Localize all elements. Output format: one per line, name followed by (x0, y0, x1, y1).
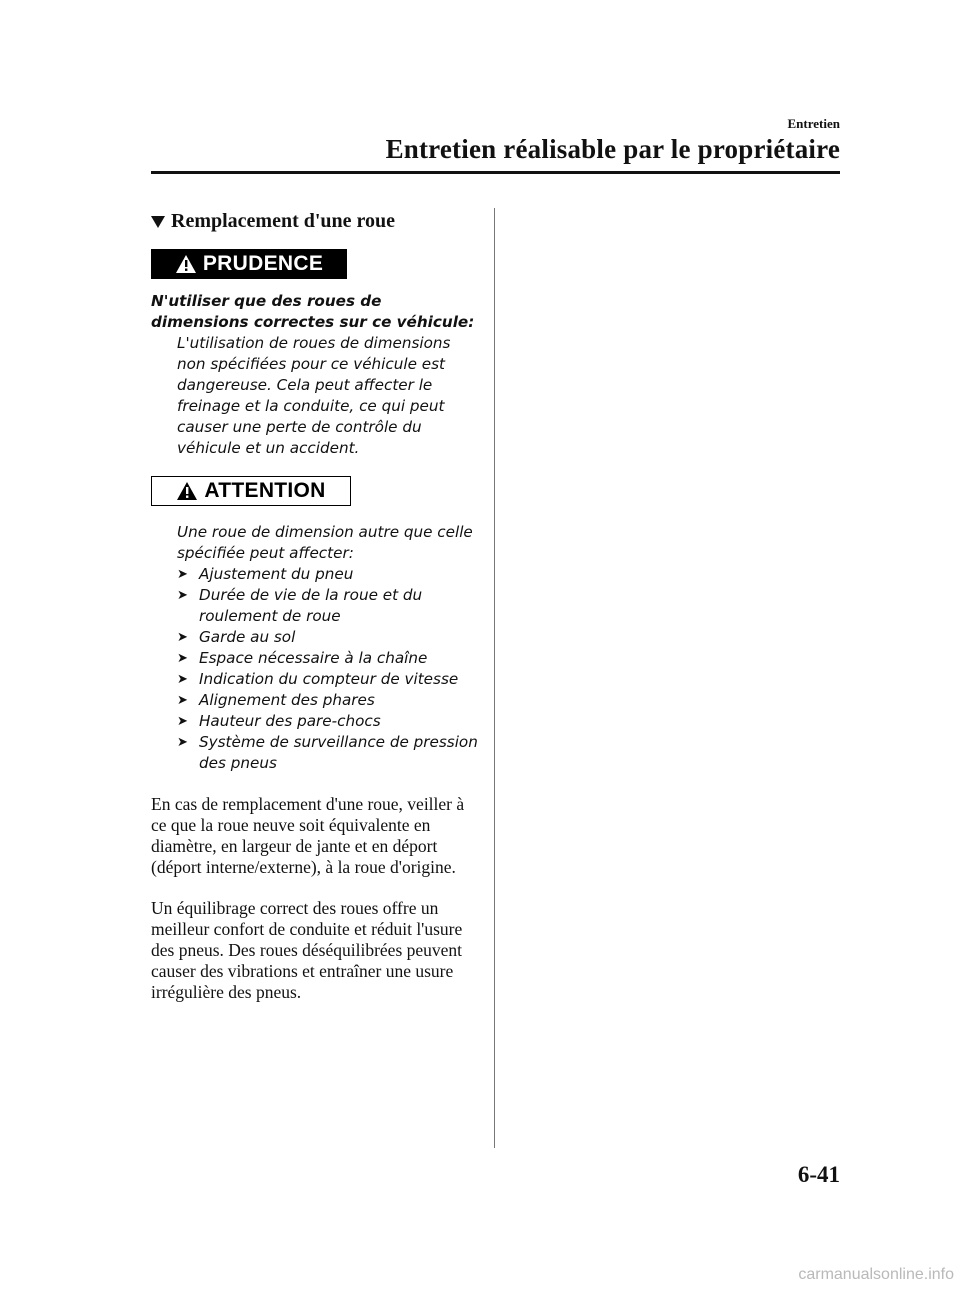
arrowhead-icon: ➤ (177, 672, 188, 687)
warning-triangle-icon (175, 254, 197, 274)
page-number: 6-41 (797, 1162, 840, 1187)
prudence-body: L'utilisation de roues de dimensions non spécifiées pour ce véhicule est dangereuse. Cela peut affecter le freinage et la conduite, ce qui peut causer une perte de contrôle du véhicule et un accident. (177, 334, 451, 457)
list-item: ➤ Garde au sol (177, 628, 296, 646)
prudence-banner (151, 249, 347, 279)
arrowhead-icon: ➤ (177, 714, 188, 729)
list-item: ➤ Espace nécessaire à la chaîne (177, 649, 428, 667)
list-item: ➤ Indication du compteur de vitesse (177, 670, 459, 688)
warning-triangle-icon (176, 481, 198, 501)
column-divider (494, 208, 495, 1148)
attention-banner (151, 476, 351, 506)
chapter-label: Entretien (787, 116, 840, 131)
attention-intro: Une roue de dimension autre que celle spécifiée peut affecter: (177, 523, 473, 562)
arrowhead-icon: ➤ (177, 735, 188, 750)
page-title: Entretien réalisable par le propriétaire (385, 134, 840, 164)
body-paragraph: En cas de remplacement d'une roue, veiller à ce que la roue neuve soit équivalente en diamètre, en largeur de jante et en déport (déport interne/externe), à la roue d'origine. (151, 794, 465, 877)
prudence-lead: N'utiliser que des roues de dimensions correctes sur ce véhicule: (151, 292, 475, 331)
arrowhead-icon: ➤ (177, 693, 188, 708)
list-item: ➤ Ajustement du pneu (177, 565, 354, 583)
arrowhead-icon: ➤ (177, 630, 188, 645)
attention-list (177, 564, 481, 774)
attention-label: ATTENTION (204, 479, 326, 502)
arrowhead-icon: ➤ (177, 588, 188, 603)
list-item: ➤ Durée de vie de la roue et du roulement de roue (177, 586, 423, 625)
header-rule (151, 171, 840, 174)
section-heading (151, 210, 481, 233)
left-column (151, 210, 481, 1003)
list-item: ➤ Alignement des phares (177, 691, 375, 709)
arrowhead-icon: ➤ (177, 567, 188, 582)
watermark: carmanualsonline.info (798, 1266, 954, 1283)
section-heading-text: Remplacement d'une roue (171, 210, 396, 232)
arrowhead-icon: ➤ (177, 651, 188, 666)
triangle-down-icon (151, 216, 165, 228)
list-item: ➤ Système de surveillance de pression des pneus (177, 733, 478, 772)
list-item: ➤ Hauteur des pare-chocs (177, 712, 381, 730)
body-paragraph: Un équilibrage correct des roues offre un meilleur confort de conduite et réduit l'usure des pneus. Des roues déséquilibrées peuvent causer des vibrations et entraîner une usure irrégulière des pneus. (151, 898, 463, 1002)
prudence-label: PRUDENCE (202, 252, 324, 275)
